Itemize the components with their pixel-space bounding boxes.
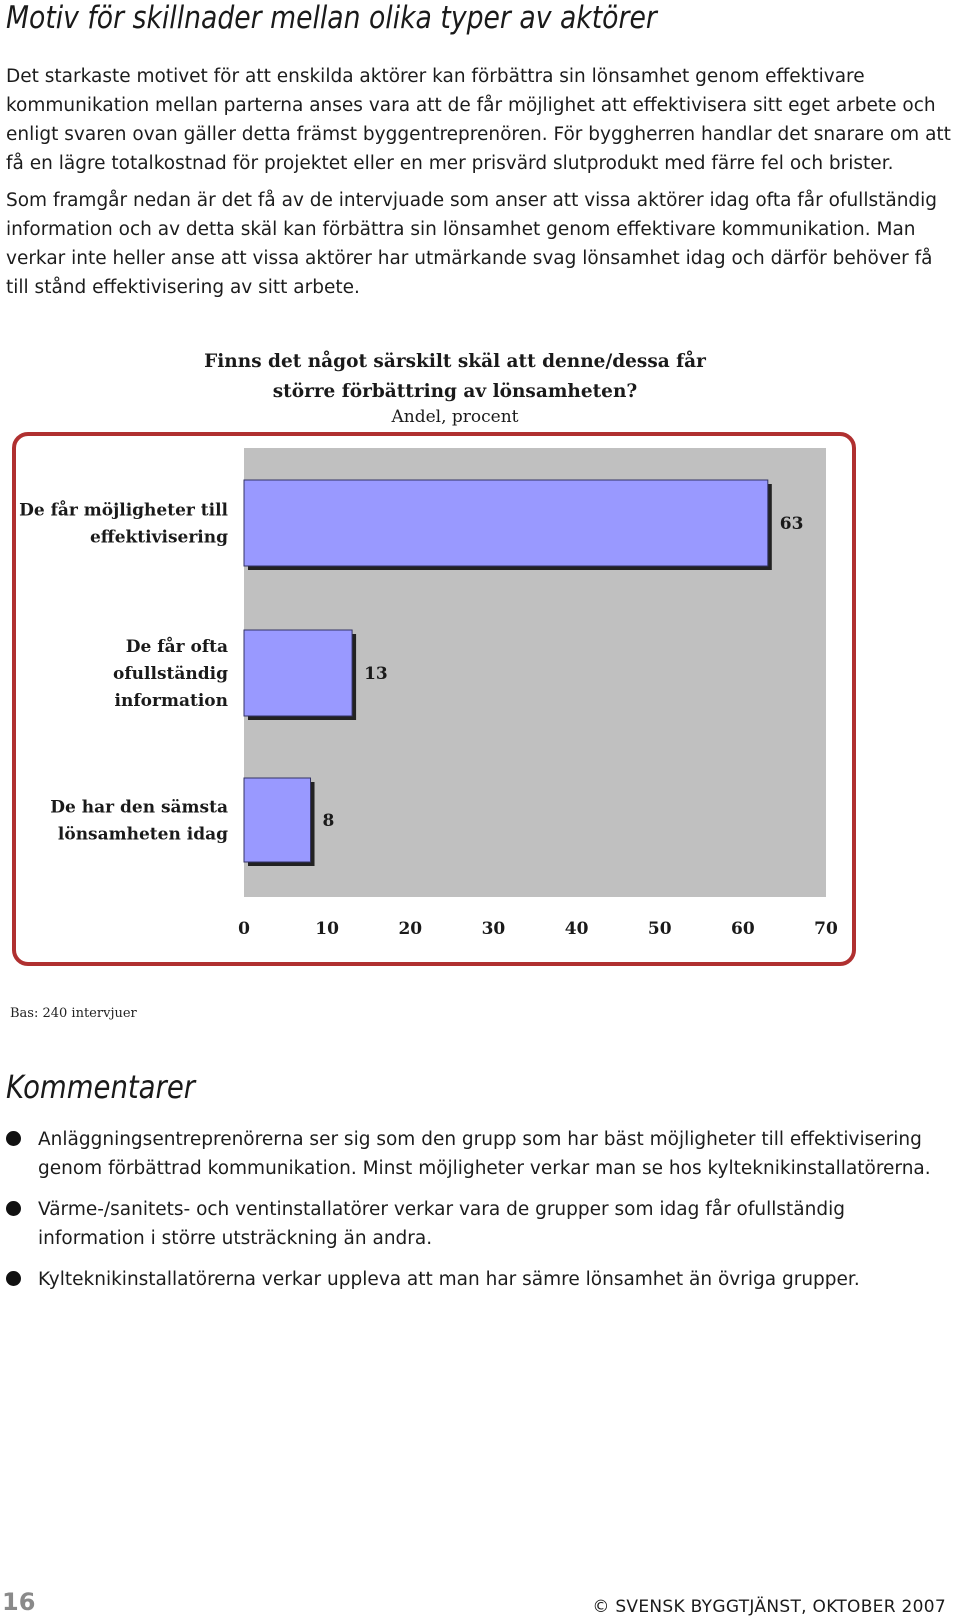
x-tick-label: 70 (814, 919, 838, 939)
x-tick-label: 50 (647, 919, 672, 939)
x-tick-label: 0 (238, 919, 250, 939)
list-item (6, 1125, 956, 1183)
x-tick-label: 40 (564, 919, 589, 939)
list-item-text: Kylteknikinstallatörerna verkar uppleva att man har sämre lönsamhet än övriga grupper. (38, 1269, 860, 1290)
list-item (6, 1265, 956, 1294)
paragraph-1: Det starkaste motivet för att enskilda aktörer kan förbättra sin lönsamhet genom effektivare kommunikation mellan parterna anses vara att de får möjlighet att effektivisera sitt eget arbete och enligt svaren ovan gäller detta främst byggentreprenören. För byggherren handlar det snarare om att få en lägre totalkostnad för projektet eller en mer prisvärd slutprodukt med färre fel och brister. (6, 66, 951, 174)
list-item-text: Värme-/sanitets- och ventinstallatörer verkar vara de grupper som idag får ofullständig information i större utsträckning än andra. (38, 1199, 845, 1249)
copyright-notice: © SVENSK BYGGTJÄNST, OKTOBER 2007 (592, 1597, 946, 1617)
data-label: 63 (779, 514, 804, 534)
category-label: effektivisering (89, 527, 228, 548)
category-label: ofullständig (113, 664, 228, 684)
bar (244, 630, 352, 716)
bar (244, 778, 311, 862)
category-label: De får ofta (125, 637, 228, 657)
bar-chart (0, 430, 960, 975)
comments-list (6, 1125, 956, 1306)
chart-footnote: Bas: 240 intervjuer (10, 1006, 137, 1021)
x-tick-label: 60 (731, 919, 755, 939)
category-label: De får möjligheter till (19, 500, 228, 521)
paragraph-2: Som framgår nedan är det få av de intervjuade som anser att vissa aktörer idag ofta får ofullständig information och av detta skäl kan förbättra sin lönsamhet genom effektivare kommunikation. Man verkar inte heller anse att vissa aktörer har utmärkande svag lönsamhet idag och därför behöver få till stånd effektivisering av sitt arbete. (6, 190, 938, 298)
x-tick-label: 10 (315, 919, 339, 939)
x-tick-label: 20 (398, 919, 423, 939)
list-item (6, 1195, 956, 1253)
data-label: 8 (322, 811, 335, 831)
list-item-text: Anläggningsentreprenörerna ser sig som den grupp som har bäst möjligheter till effektivisering genom förbättrad kommunikation. Minst möjligheter verkar man se hos kylteknikinstallatörerna. (38, 1129, 931, 1179)
bullet-icon (6, 1201, 21, 1216)
bar (244, 480, 768, 566)
chart-title: Finns det något särskilt skäl att denne/dessa får större förbättring av lönsamheten? (204, 351, 706, 402)
section-title: Motiv för skillnader mellan olika typer av aktörer (6, 0, 657, 36)
data-label: 13 (364, 664, 388, 684)
category-label: De har den sämsta (50, 797, 228, 818)
bullet-icon (6, 1271, 21, 1286)
category-label: information (114, 691, 228, 711)
chart-subtitle: Andel, procent (391, 407, 519, 427)
x-tick-label: 30 (481, 919, 506, 939)
comments-title: Kommentarer (6, 1068, 196, 1106)
bullet-icon (6, 1131, 21, 1146)
page-number: 16 (2, 1588, 36, 1616)
category-label: lönsamheten idag (57, 824, 228, 845)
